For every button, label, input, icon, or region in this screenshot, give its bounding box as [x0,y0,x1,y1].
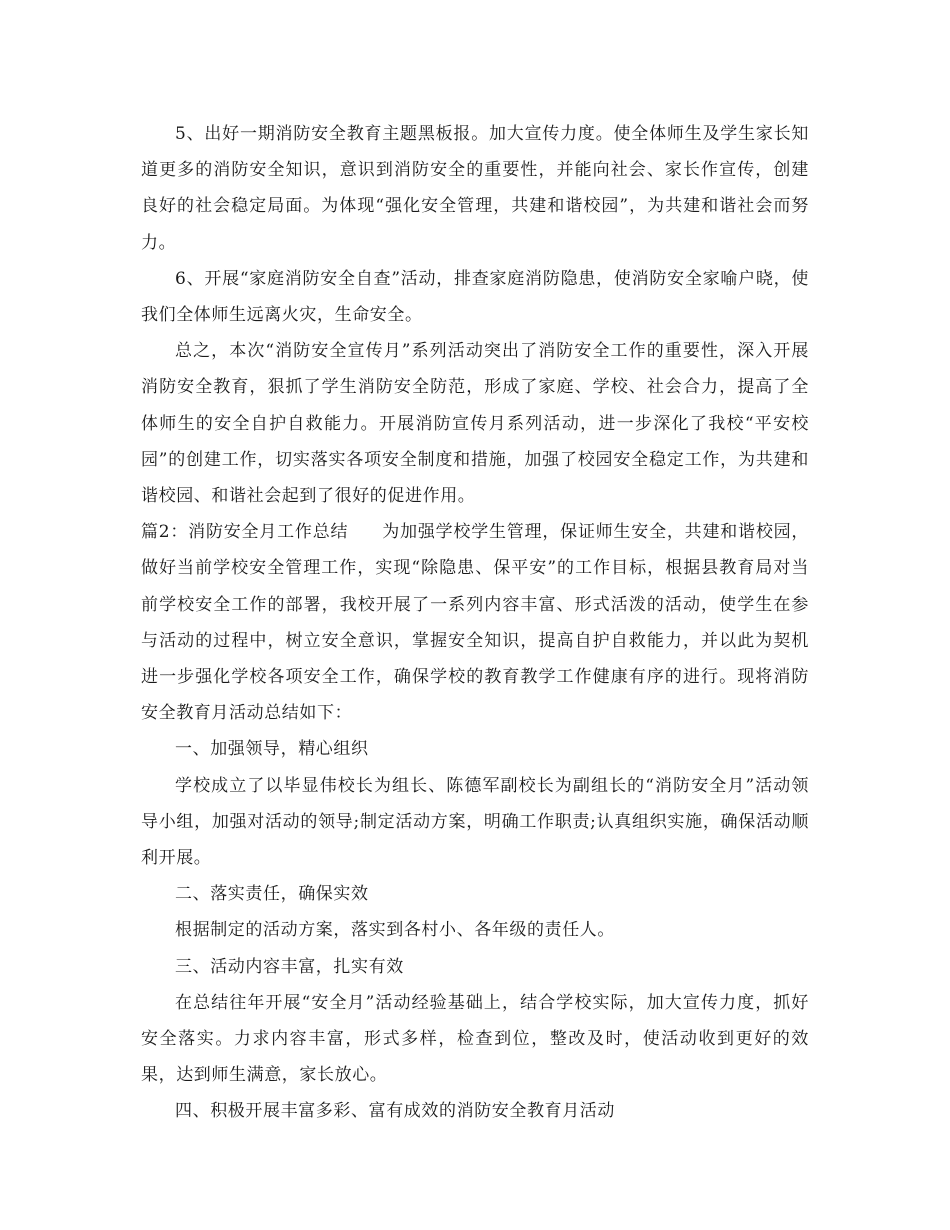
paragraph-item-6: 6、开展“家庭消防安全自查”活动，排查家庭消防隐患，使消防安全家喻户晓，使我们全体师生远离火灾，生命安全。 [141,268,809,326]
section-2-intro-paragraph [141,514,809,731]
paragraph-content: 在总结往年开展“安全月”活动经验基础上，结合学校实际，加大宣传力度，抓好安全落实。力求内容丰富，形式多样，检查到位，整改及时，使活动收到更好的效果，达到师生满意，家长放心。 [141,992,809,1086]
paragraph-summary: 总之，本次“消防安全宣传月”系列活动突出了消防安全工作的重要性，深入开展消防安全教育，狠抓了学生消防安全防范，形成了家庭、学校、社会合力，提高了全体师生的安全自护自救能力。开展消防宣传月系列活动，进一步深化了我校“平安校园”的创建工作，切实落实各项安全制度和措施，加强了校园安全稳定工作，为共建和谐校园、和谐社会起到了很好的促进作用。 [141,341,809,507]
section-heading-2: 二、落实责任，确保实效 [175,884,369,905]
section-heading-3: 三、活动内容丰富，扎实有效 [175,956,404,977]
paragraph-leadership: 学校成立了以毕显伟校长为组长、陈德军副校长为副组长的“消防安全月”活动领导小组，加强对活动的领导;制定活动方案，明确工作职责;认真组织实施，确保活动顺利开展。 [141,775,809,869]
section-heading-4: 四、积极开展丰富多彩、富有成效的消防安全教育月活动 [175,1101,615,1122]
paragraph-responsibility: 根据制定的活动方案，落实到各村小、各年级的责任人。 [175,920,615,941]
section-heading-1: 一、加强领导，精心组织 [175,739,369,760]
section-2-title: 篇2：消防安全月工作总结 [141,522,349,543]
section-2-intro-text: 为加强学校学生管理，保证师生安全，共建和谐校园，做好当前学校安全管理工作，实现“除隐患、保平安”的工作目标，根据县教育局对当前学校安全工作的部署，我校开展了一系列内容丰富、形式活泼的活动，使学生在参与活动的过程中，树立安全意识，掌握安全知识，提高自护自救能力，并以此为契机进一步强化学校各项安全工作，确保学校的教育教学工作健康有序的进行。现将消防安全教育月活动总结如下： [141,522,810,724]
document-body [141,116,809,1130]
paragraph-item-5: 5、出好一期消防安全教育主题黑板报。加大宣传力度。使全体师生及学生家长知道更多的消防安全知识，意识到消防安全的重要性，并能向社会、家长作宣传，创建良好的社会稳定局面。为体现“强化安全管理，共建和谐校园”，为共建和谐社会而努力。 [141,124,809,253]
